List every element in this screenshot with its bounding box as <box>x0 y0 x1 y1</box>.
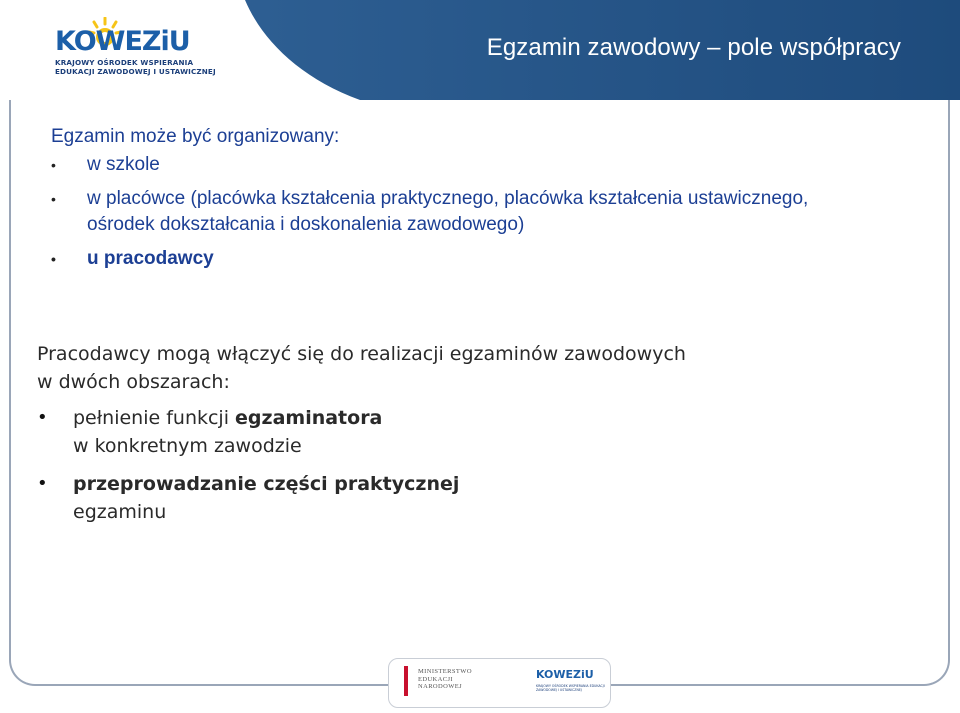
section-paragraph <box>37 340 686 396</box>
kowezium-small-subtitle: KRAJOWY OŚRODEK WSPIERANIA EDUKACJI ZAWODOWEJ I USTAWICZNEJ <box>536 684 605 692</box>
list-item <box>37 404 686 460</box>
list-item <box>51 246 847 272</box>
ministry-line: NARODOWEJ <box>418 683 463 690</box>
ministry-emblem-icon <box>404 666 408 696</box>
logo-subtitle-line: KRAJOWY OŚRODEK WSPIERANIA <box>55 58 194 67</box>
list-item <box>37 470 686 526</box>
item-bold-text: przeprowadzanie części praktycznej <box>73 473 460 495</box>
location-list <box>51 152 847 272</box>
paragraph-line: w dwóch obszarach: <box>37 371 230 393</box>
kowezium-logo <box>55 14 225 84</box>
slide-title: Egzamin zawodowy – pole współpracy <box>486 34 901 61</box>
employer-role-list <box>37 404 686 526</box>
paragraph-line: Pracodawcy mogą włączyć się do realizacji egzaminów zawodowych <box>37 343 686 365</box>
employer-section <box>37 340 686 536</box>
item-line2: w konkretnym zawodzie <box>73 435 302 457</box>
section-intro: Egzamin może być organizowany: <box>51 126 340 147</box>
logo-wordmark: KOWEZiU <box>55 26 190 57</box>
list-item-text: w szkole <box>87 154 160 175</box>
ministry-logo <box>404 666 474 702</box>
logo-subtitle-line: EDUKACJI ZAWODOWEJ I USTAWICZNEJ <box>55 66 216 76</box>
organization-section <box>51 124 847 280</box>
ministry-line: MINISTERSTWO <box>418 668 472 675</box>
ministry-logo-text <box>418 668 472 691</box>
list-item-text: w placówce (placówka kształcenia praktycznego, placówka kształcenia ustawicznego, ośrodek dokształcania i doskonalenia zawodowego) <box>87 188 809 235</box>
list-item <box>51 186 847 238</box>
kowezium-small-wordmark: KOWEZiU <box>536 668 594 681</box>
ministry-line: EDUKACJI <box>418 675 453 683</box>
logo-subtitle <box>55 59 235 77</box>
list-item <box>51 152 847 178</box>
item-prefix: pełnienie funkcji <box>73 407 236 429</box>
kowezium-small-logo <box>536 668 606 704</box>
list-item-text: u pracodawcy <box>87 248 214 269</box>
item-bold-text: egzaminatora <box>235 407 383 429</box>
item-line2: egzaminu <box>73 501 167 523</box>
